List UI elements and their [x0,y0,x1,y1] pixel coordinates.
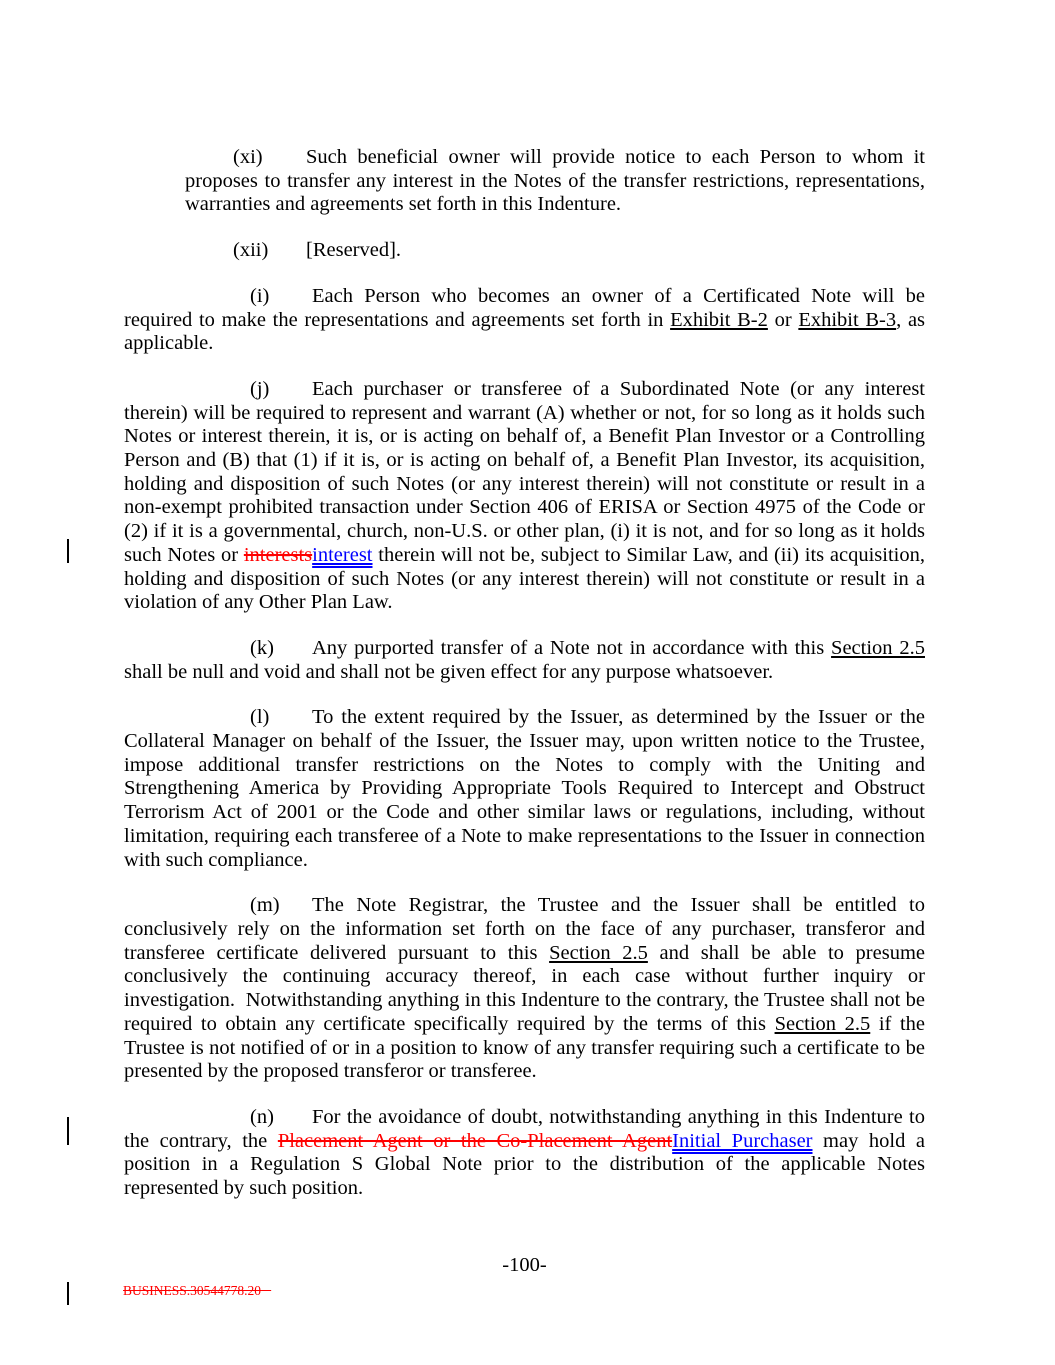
paragraph-label: (i) [250,284,270,307]
text-run: Each Person who becomes an owner of a Certificated Note will be required to make the representations and agreements set forth in [124,284,925,331]
underlined-reference: Exhibit B-3 [798,308,897,331]
paragraph-j [124,378,925,615]
paragraph-label: (l) [250,706,270,729]
paragraph-xi [185,146,925,217]
underlined-reference: Exhibit B-2 [670,308,768,331]
text-run: Each purchaser or transferee of a Subordinated Note (or any interest therein) will be required to represent and warrant (A) whether or not, for so long as it holds such Notes or interest therein, it is, or is acting on behalf of, a Benefit Plan Investor or a Controlling Person and (B) that (1) if it is, or is acting on behalf of, a Benefit Plan Investor, its acquisition, holding and disposition of such Notes (or any interest therein) will not constitute or result in a non-exempt prohibited transaction under Section 406 of ERISA or Section 4975 of the Code or (2) if it is a governmental, church, non-U.S. or other plan, (i) it is not, and for so long as it holds such Notes or [124,377,925,566]
inserted-text: Initial Purchaser [672,1129,813,1152]
text-run: or [767,308,799,331]
paragraph-label: (xii) [233,239,269,262]
paragraph-label: (n) [250,1105,274,1128]
text-run: and shall be able to presume conclusively the continuing accuracy thereof, in each case without further inquiry or investigation. Notwithstanding anything in this Indenture to the contrary, the Trustee shall not be required to obtain any certificate specifically required by the terms of this [124,941,926,1035]
paragraph-m [124,894,925,1084]
text-run: shall be null and void and shall not be given effect for any purpose whatsoever. [124,660,774,683]
document-body [124,146,925,1223]
document-id-stamp: BUSINESS.30544778.20 [123,1283,262,1298]
change-bar [67,1282,69,1305]
paragraph-n [124,1106,925,1201]
text-run: Any purported transfer of a Note not in accordance with this [312,636,832,659]
inserted-text: interest [312,543,373,566]
paragraph-l [124,706,925,872]
paragraph-k [124,637,925,684]
deleted-text: interests [243,543,313,566]
text-run: To the extent required by the Issuer, as determined by the Issuer or the Collateral Manager on behalf of the Issuer, the Issuer may, upon written notice to the Trustee, impose additional transfer restrictions on the Notes to comply with the Uniting and Strengthening America by Providing Appropriate Tools Required to Intercept and Obstruct Terrorism Act of 2001 or the Code and other similar laws or regulations, including, without limitation, requiring each transferee of a Note to make representations to the Issuer in connection with such compliance. [124,706,925,871]
paragraph-label: (m) [250,894,280,917]
deleted-text: Placement Agent or the Co-Placement Agent [277,1129,673,1152]
text-run: [Reserved]. [306,239,402,262]
text-run: may hold a position in a Regulation S Global Note prior to the distribution of the applicable Notes represented by such position. [124,1129,925,1200]
underlined-reference: Section 2.5 [831,636,925,659]
text-run: therein will not be, subject to Similar Law, and (ii) its acquisition, holding and disposition of such Notes (or any interest therein) will not constitute or result in a violation of any Other Plan Law. [124,543,925,614]
paragraph-label: (k) [250,636,274,659]
paragraph-xii [185,239,925,263]
paragraph-label: (j) [250,377,270,400]
text-run: , as applicable. [124,308,926,355]
underlined-reference: Section 2.5 [774,1012,871,1035]
paragraph-i [124,285,925,356]
text-run: if the Trustee is not notified of or in a position to know of any transfer requiring such a certificate to be presented by the proposed transferor or transferee. [124,1012,925,1083]
paragraph-label: (xi) [233,146,263,168]
text-run: For the avoidance of doubt, notwithstanding anything in this Indenture to the contrary, the [124,1105,925,1152]
underlined-reference: Section 2.5 [549,941,648,964]
change-bar [67,539,69,563]
text-run: The Note Registrar, the Trustee and the Issuer shall be entitled to conclusively rely on the information set forth on the face of any purchaser, transferor and transferee certificate delivered pursuant to this [124,894,925,964]
text-run: Such beneficial owner will provide notice to each Person to whom it proposes to transfer any interest in the Notes of the transfer restrictions, representations, warranties and agreements set forth in this Indenture. [185,146,925,216]
change-bar [67,1117,69,1145]
page-number: -100- [502,1254,547,1276]
